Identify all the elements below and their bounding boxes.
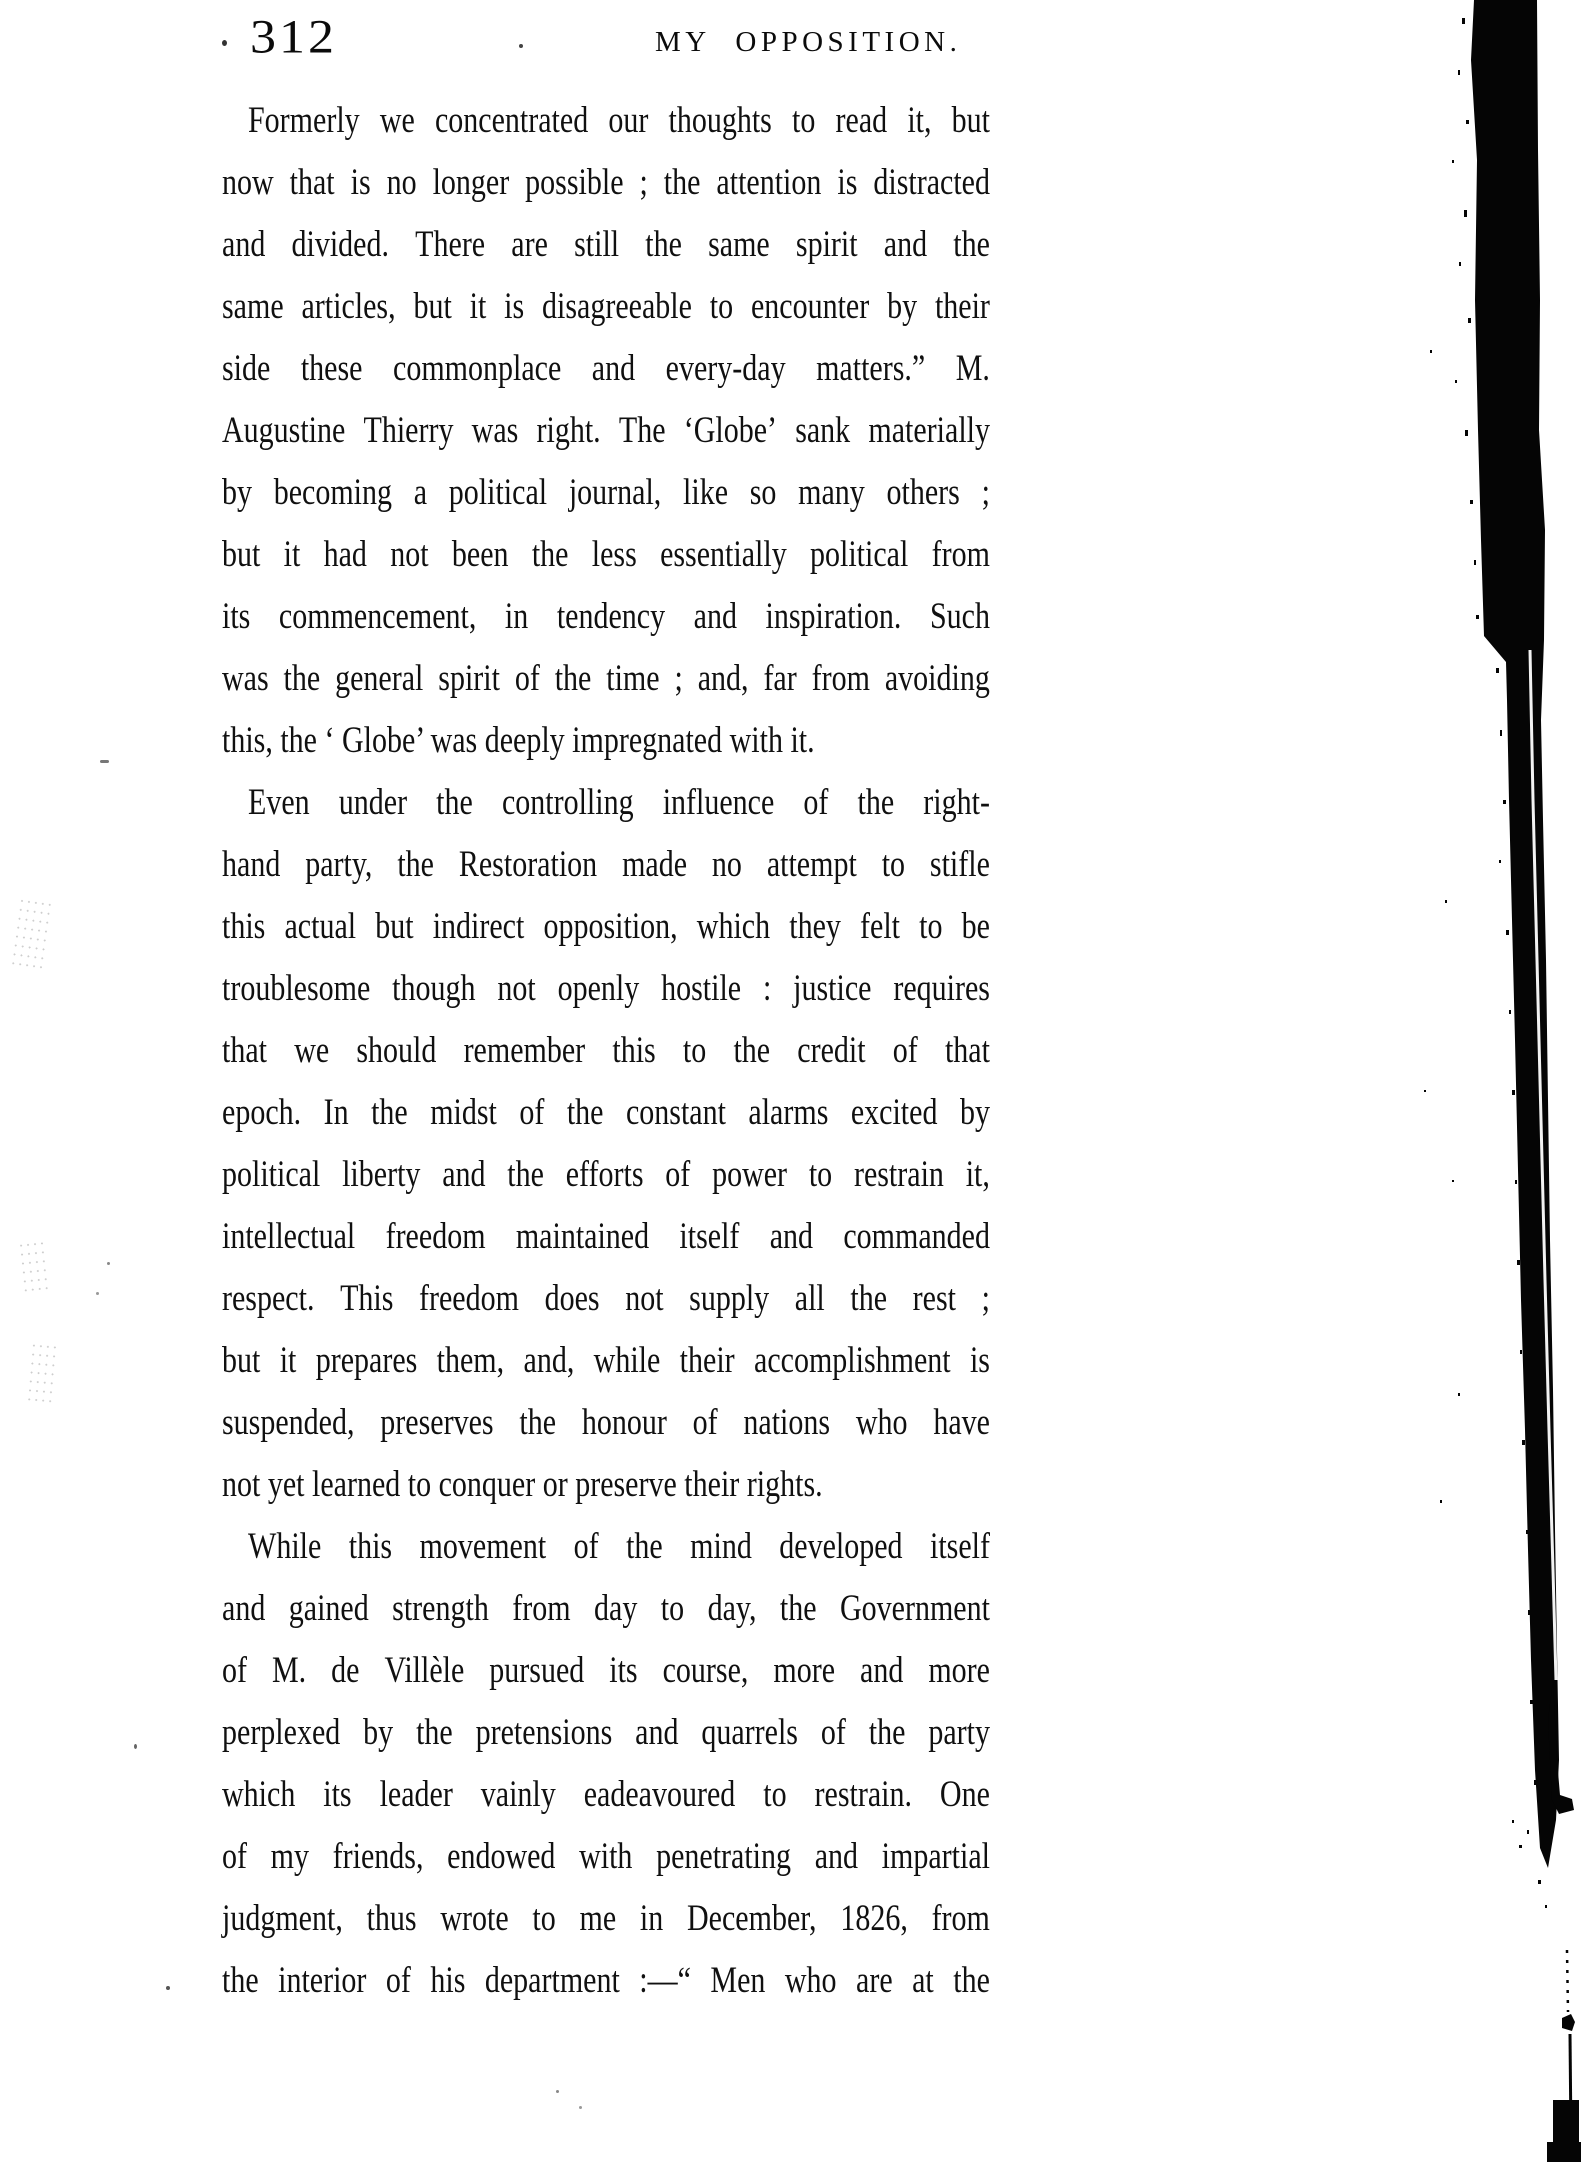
- scan-speck: [96, 1292, 99, 1295]
- text-line: its commencement, in tendency and inspiration. Such: [222, 596, 990, 637]
- text-line: judgment, thus wrote to me in December, 1826, from: [222, 1898, 990, 1939]
- text-line: respect. This freedom does not supply all the rest ;: [222, 1278, 990, 1319]
- text-line: suspended, preserves the honour of nations who have: [222, 1402, 990, 1443]
- text-line: but it had not been the less essentially political from: [222, 534, 990, 575]
- text-line: While this movement of the mind developed itself: [248, 1526, 990, 1567]
- text-line: this actual but indirect opposition, which they felt to be: [222, 906, 990, 947]
- gutter-white-line: [1530, 650, 1556, 1680]
- text-line: side these commonplace and every-day matters.” M.: [222, 348, 990, 389]
- text-line: but it prepares them, and, while their accomplishment is: [222, 1340, 990, 1381]
- scan-speck: [100, 760, 109, 763]
- text-line: of my friends, endowed with penetrating and impartial: [222, 1836, 990, 1877]
- gutter-corner-blob-foot: [1547, 2142, 1581, 2162]
- gutter-speckles: [1424, 18, 1547, 1908]
- text-line: Even under the controlling influence of the right-: [248, 782, 990, 823]
- text-line: political liberty and the efforts of power to restrain it,: [222, 1154, 990, 1195]
- text-line: perplexed by the pretensions and quarrels of the party: [222, 1712, 990, 1753]
- scan-speck: [166, 1986, 170, 1990]
- gutter-tail: [1548, 1680, 1574, 1814]
- text-line: not yet learned to conquer or preserve their rights.: [222, 1464, 823, 1505]
- scan-speck: [556, 2090, 559, 2093]
- scan-noise-cluster: [9, 896, 53, 972]
- gutter-hook: [1562, 2014, 1575, 2031]
- text-line: the interior of his department :—“ Men who are at the: [222, 1960, 990, 2001]
- text-line: intellectual freedom maintained itself and commanded: [222, 1216, 990, 1257]
- text-line: which its leader vainly eadeavoured to restrain. One: [222, 1774, 990, 1815]
- scan-noise-cluster: [17, 1239, 49, 1297]
- scan-speck: [107, 1262, 110, 1265]
- gutter-corner-blob: [1553, 2100, 1579, 2162]
- text-line: Formerly we concentrated our thoughts to read it, but: [248, 100, 990, 141]
- text-line: by becoming a political journal, like so many others ;: [222, 472, 990, 513]
- page-number: 312: [250, 10, 337, 64]
- text-line: hand party, the Restoration made no attempt to stifle: [222, 844, 990, 885]
- text-line: same articles, but it is disagreeable to encounter by their: [222, 286, 990, 327]
- text-line: this, the ‘ Globe’ was deeply impregnated with it.: [222, 720, 815, 761]
- text-line: now that is no longer possible ; the attention is distracted: [222, 162, 990, 203]
- body-text: [222, 90, 990, 2012]
- text-line: Augustine Thierry was right. The ‘Globe’ sank materially: [222, 410, 990, 451]
- text-line: was the general spirit of the time ; and, far from avoiding: [222, 658, 990, 699]
- gutter-thin-line: [1570, 2034, 1571, 2140]
- gutter-band: [1471, 0, 1559, 1868]
- text-line: that we should remember this to the credit of that: [222, 1030, 990, 1071]
- scan-speck: [222, 40, 227, 46]
- gutter-dotted-line: [1567, 1950, 1568, 2012]
- text-line: of M. de Villèle pursued its course, more and more: [222, 1650, 990, 1691]
- scan-noise-cluster: [25, 1341, 60, 1407]
- running-header: MY OPPOSITION.: [655, 26, 962, 58]
- scan-speck: [519, 44, 523, 48]
- text-line: epoch. In the midst of the constant alarms excited by: [222, 1092, 990, 1133]
- text-line: and divided. There are still the same spirit and the: [222, 224, 990, 265]
- text-line: troublesome though not openly hostile : justice requires: [222, 968, 990, 1009]
- scan-speck: [579, 2106, 582, 2109]
- scan-speck: [134, 1744, 137, 1749]
- text-line: and gained strength from day to day, the Government: [222, 1588, 990, 1629]
